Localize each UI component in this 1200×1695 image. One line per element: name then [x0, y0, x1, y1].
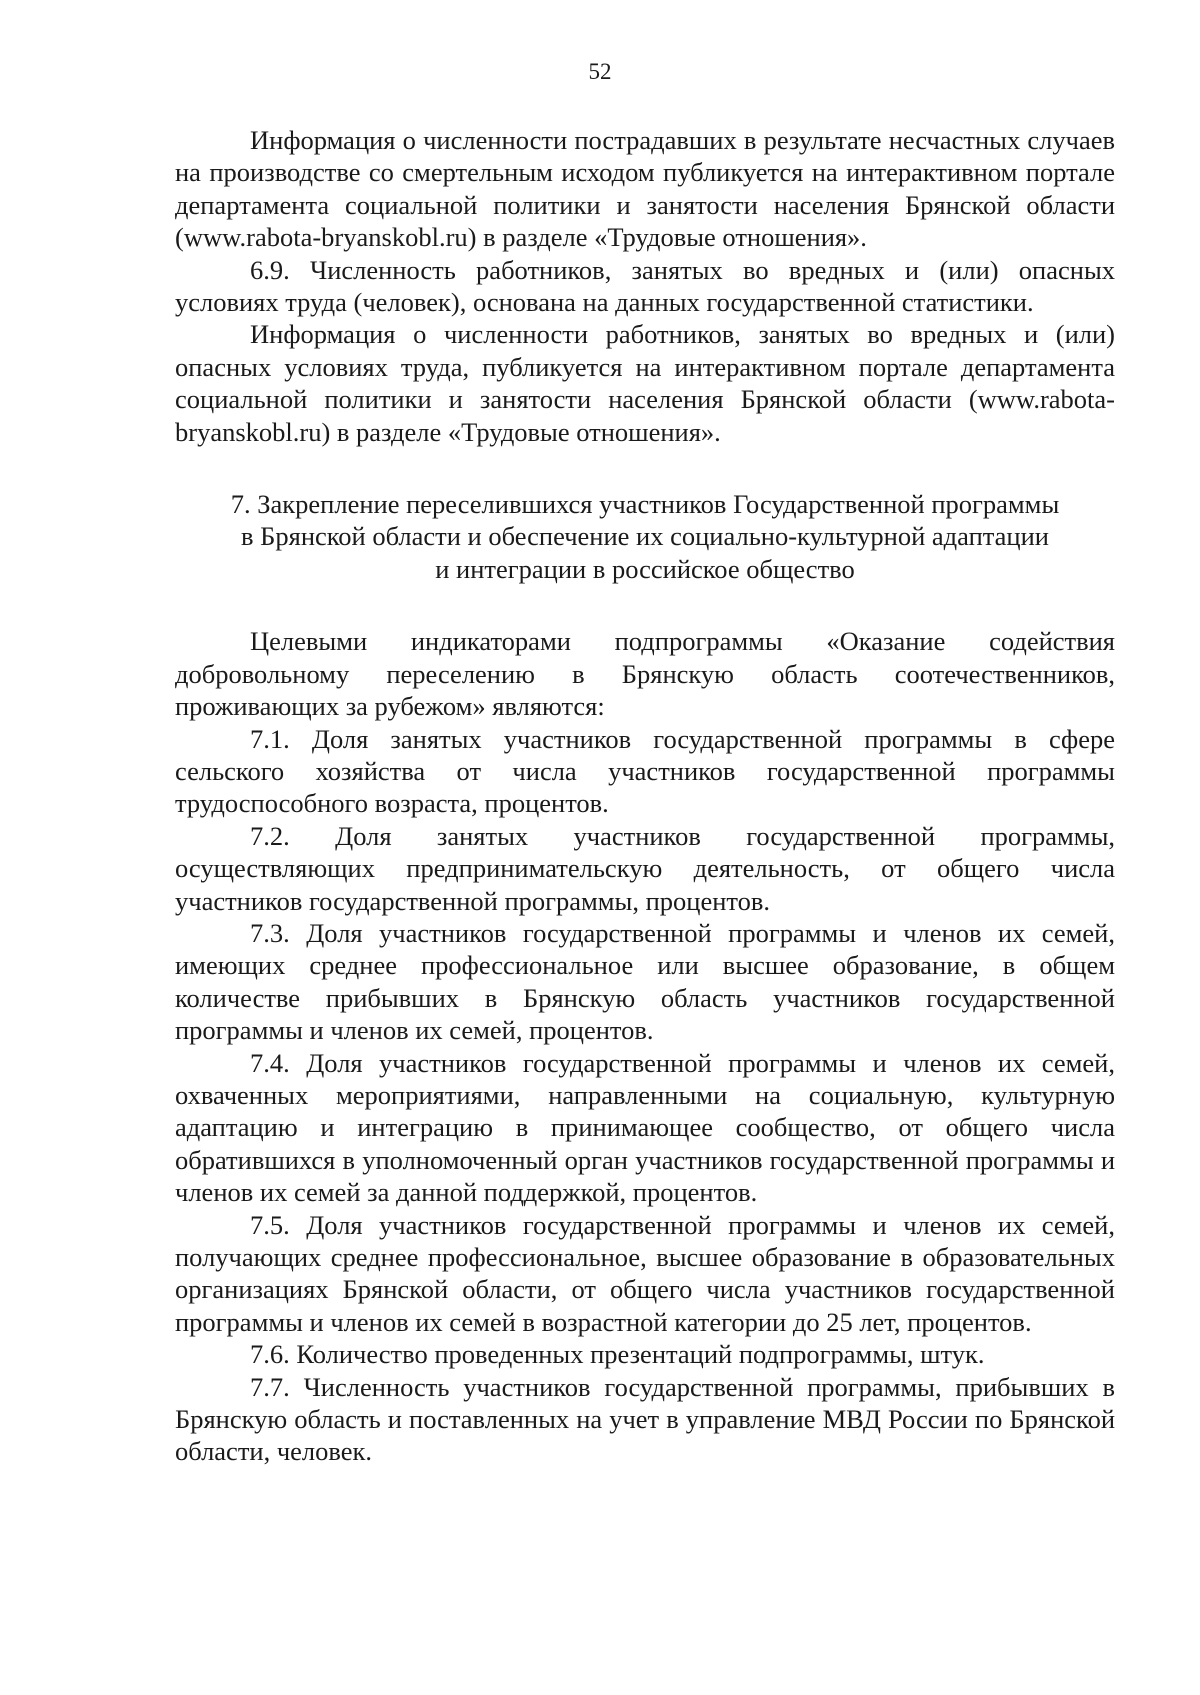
document-body — [175, 124, 1115, 1468]
paragraph-hazard-info: Информация о численности работников, занятых во вредных и (или) опасных условиях труда, публикуется на интерактивном портале департамента социальной политики и занятости населения Брянской области (www.rabota-bryanskobl.ru) в разделе «Трудовые отношения». — [175, 319, 1115, 447]
paragraph-7-4: 7.4. Доля участников государственной программы и членов их семей, охваченных мероприятиями, направленными на социальную, культурную адаптацию и интеграцию в принимающее сообщество, от общего числа обратившихся в уполномоченный орган участников государственной программы и членов их семей за данной поддержкой, процентов. — [175, 1047, 1115, 1208]
section-title — [175, 488, 1115, 585]
section-title-line: и интеграции в российское общество — [435, 553, 855, 584]
paragraph-7-7: 7.7. Численность участников государственной программы, прибывших в Брянскую область и поставленных на учет в управление МВД России по Брянской области, человек. — [175, 1371, 1115, 1467]
page-number: 52 — [588, 59, 612, 84]
paragraph-6-9: 6.9. Численность работников, занятых во вредных и (или) опасных условиях труда (человек), основана на данных государственной статистики. — [175, 254, 1115, 318]
section-title-line: 7. Закрепление переселившихся участников Государственной программы — [230, 489, 1060, 520]
paragraph-accident-info: Информация о численности пострадавших в результате несчастных случаев на производстве со смертельным исходом публикуется на интерактивном портале департамента социальной политики и занятости населения Брянской области (www.rabota-bryanskobl.ru) в разделе «Трудовые отношения». — [175, 125, 1115, 253]
section-title-line: в Брянской области и обеспечение их социально-культурной адаптации — [241, 521, 1049, 552]
paragraph-7-5: 7.5. Доля участников государственной программы и членов их семей, получающих среднее профессиональное, высшее образование в образовательных организациях Брянской области, от общего числа участников государственной программы и членов их семей в возрастной категории до 25 лет, процентов. — [175, 1209, 1115, 1337]
paragraph-target-indicators: Целевыми индикаторами подпрограммы «Оказание содействия добровольному переселению в Брянскую область соотечественников, проживающих за рубежом» являются: — [175, 626, 1115, 722]
paragraph-7-3: 7.3. Доля участников государственной программы и членов их семей, имеющих среднее профессиональное или высшее образование, в общем количестве прибывших в Брянскую область участников государственной программы и членов их семей, процентов. — [175, 917, 1115, 1046]
paragraph-7-1: 7.1. Доля занятых участников государственной программы в сфере сельского хозяйства от числа участников государственной программы трудоспособного возраста, процентов. — [175, 723, 1115, 819]
paragraph-7-2: 7.2. Доля занятых участников государственной программы, осуществляющих предпринимательскую деятельность, от общего числа участников государственной программы, процентов. — [175, 820, 1115, 916]
paragraph-7-6: 7.6. Количество проведенных презентаций подпрограммы, штук. — [250, 1339, 985, 1370]
